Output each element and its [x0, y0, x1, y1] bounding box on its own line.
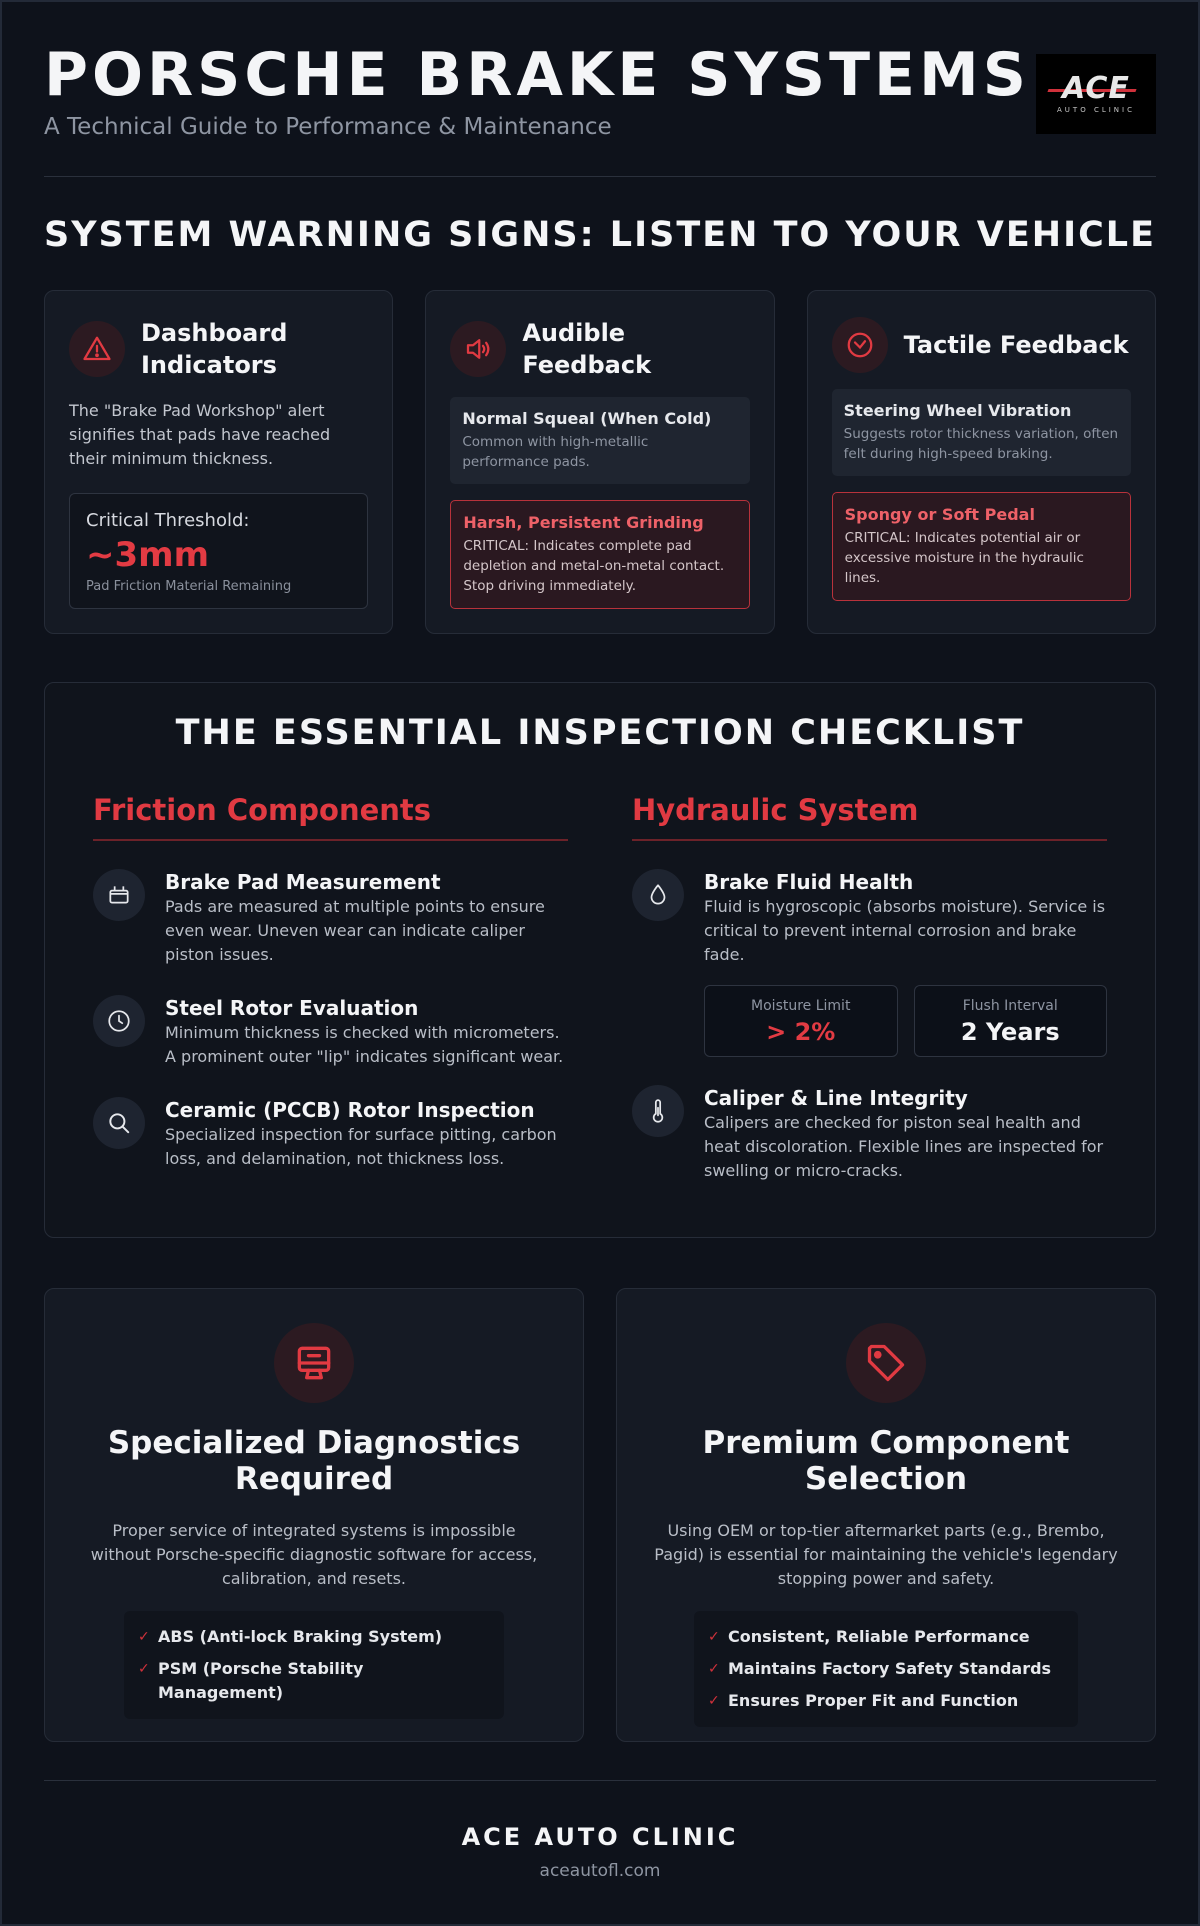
- specialized-diagnostics-card: [44, 1288, 584, 1742]
- item-title: Brake Fluid Health: [704, 870, 914, 894]
- inspection-checklist: [44, 682, 1156, 1238]
- sub-box-title: Normal Squeal (When Cold): [462, 409, 712, 428]
- grinding-critical-box: [450, 500, 749, 609]
- tag-icon: [846, 1323, 926, 1403]
- sub-box-title: Steering Wheel Vibration: [843, 401, 1072, 420]
- sub-box-text: Common with high-metallic performance pads.: [462, 434, 649, 470]
- item-title: Ceramic (PCCB) Rotor Inspection: [165, 1098, 535, 1122]
- moisture-limit-stat: [704, 985, 898, 1057]
- list-item: ✓ ABS (Anti-lock Braking System): [138, 1621, 490, 1653]
- brake-pad-icon: [93, 869, 145, 921]
- item-text: Minimum thickness is checked with micrometers. A prominent outer "lip" indicates significant wear.: [165, 1023, 564, 1066]
- tactile-feedback-card: [807, 290, 1156, 634]
- list-item: ✓ Maintains Factory Safety Standards: [708, 1653, 1064, 1685]
- premium-components-card: [616, 1288, 1156, 1742]
- item-text: Calipers are checked for piston seal health and heat discoloration. Flexible lines are inspected for swelling or micro-cracks.: [704, 1113, 1104, 1180]
- components-title: Premium Component Selection: [702, 1425, 1070, 1497]
- check-icon: ✓: [708, 1693, 720, 1709]
- page-title: PORSCHE BRAKE SYSTEMS: [44, 40, 1030, 110]
- speaker-icon: [450, 321, 506, 377]
- footer: [44, 1780, 1156, 1881]
- item-title: Steel Rotor Evaluation: [165, 996, 419, 1020]
- components-list: [694, 1611, 1078, 1727]
- warning-signs-title: SYSTEM WARNING SIGNS: LISTEN TO YOUR VEHICLE: [44, 215, 1157, 255]
- threshold-note: Pad Friction Material Remaining: [86, 579, 292, 594]
- warning-cards: [44, 290, 1156, 634]
- checklist-item: [632, 1085, 1107, 1183]
- monitor-icon: [274, 1323, 354, 1403]
- critical-threshold-box: [69, 493, 368, 609]
- checklist-item: [93, 1097, 568, 1171]
- card-body: The "Brake Pad Workshop" alert signifies that pads have reached their minimum thickness.: [69, 401, 331, 468]
- footer-brand: ACE AUTO CLINIC: [461, 1823, 739, 1851]
- card-title: Audible Feedback: [522, 319, 652, 379]
- sub-box-title: Spongy or Soft Pedal: [844, 505, 1035, 524]
- stat-value: 2 Years: [960, 1018, 1060, 1046]
- sub-box-title: Harsh, Persistent Grinding: [463, 513, 704, 532]
- components-text: Using OEM or top-tier aftermarket parts (e.g., Brembo, Pagid) is essential for maintaining the vehicle's legendary stopping power and safety.: [654, 1521, 1118, 1588]
- item-text: Fluid is hygroscopic (absorbs moisture). Service is critical to prevent internal corrosion and brake fade.: [704, 897, 1106, 964]
- item-text: Specialized inspection for surface pitting, carbon loss, and delamination, not thickness loss.: [165, 1125, 557, 1168]
- card-title: Dashboard Indicators: [141, 319, 288, 379]
- threshold-value: ~3mm: [86, 535, 210, 575]
- check-icon: ✓: [138, 1661, 150, 1677]
- logo-text: ACE: [1062, 71, 1130, 106]
- checklist-item: [632, 869, 1107, 1057]
- spongy-pedal-critical-box: [832, 492, 1131, 601]
- hydraulic-system-column: [632, 793, 1107, 1183]
- checklist-title: THE ESSENTIAL INSPECTION CHECKLIST: [175, 713, 1025, 753]
- audible-feedback-card: [425, 290, 774, 634]
- checklist-item: [93, 869, 568, 967]
- dashboard-indicators-card: [44, 290, 393, 634]
- threshold-label: Critical Threshold:: [86, 510, 250, 531]
- hydraulic-heading: Hydraulic System: [632, 793, 1107, 841]
- stat-label: Moisture Limit: [751, 998, 851, 1014]
- warning-triangle-icon: [69, 321, 125, 377]
- checklist-item: [93, 995, 568, 1069]
- page-subtitle: A Technical Guide to Performance & Maintenance: [44, 114, 612, 140]
- sub-box-text: CRITICAL: Indicates potential air or excessive moisture in the hydraulic lines.: [844, 530, 1084, 586]
- bottom-cards: [44, 1288, 1156, 1742]
- check-icon: ✓: [138, 1629, 150, 1645]
- card-title: Tactile Feedback: [903, 331, 1129, 359]
- item-text: Pads are measured at multiple points to ensure even wear. Uneven wear can indicate caliper piston issues.: [165, 897, 545, 964]
- normal-squeal-box: [450, 397, 749, 484]
- fluid-stats: [704, 985, 1107, 1057]
- stat-value: > 2%: [766, 1018, 836, 1046]
- gauge-icon: [832, 317, 888, 373]
- footer-url[interactable]: aceautofl.com: [539, 1861, 661, 1881]
- flush-interval-stat: [914, 985, 1108, 1057]
- check-icon: ✓: [708, 1661, 720, 1677]
- thermometer-icon: [632, 1085, 684, 1137]
- item-title: Caliper & Line Integrity: [704, 1086, 968, 1110]
- diagnostics-text: Proper service of integrated systems is impossible without Porsche-specific diagnostic software for access, calibration, and resets.: [90, 1521, 538, 1588]
- logo-subtext: AUTO CLINIC: [1057, 106, 1135, 114]
- item-title: Brake Pad Measurement: [165, 870, 441, 894]
- friction-components-column: [93, 793, 568, 1183]
- check-icon: ✓: [708, 1629, 720, 1645]
- list-item: ✓ Ensures Proper Fit and Function: [708, 1685, 1064, 1717]
- sub-box-text: Suggests rotor thickness variation, often felt during high-speed braking.: [843, 426, 1119, 462]
- list-item: ✓ Consistent, Reliable Performance: [708, 1621, 1064, 1653]
- friction-heading: Friction Components: [93, 793, 568, 841]
- header: [44, 2, 1156, 177]
- ace-auto-clinic-logo: [1036, 54, 1156, 134]
- list-item: ✓ PSM (Porsche Stability Management): [138, 1659, 364, 1702]
- droplet-icon: [632, 869, 684, 921]
- steering-vibration-box: [832, 389, 1131, 476]
- stat-label: Flush Interval: [962, 998, 1058, 1014]
- sub-box-text: CRITICAL: Indicates complete pad depletion and metal-on-metal contact. Stop driving immediately.: [463, 538, 725, 594]
- diagnostics-list: [124, 1611, 504, 1719]
- diagnostics-title: Specialized Diagnostics Required: [107, 1425, 521, 1497]
- magnifier-icon: [93, 1097, 145, 1149]
- clock-icon: [93, 995, 145, 1047]
